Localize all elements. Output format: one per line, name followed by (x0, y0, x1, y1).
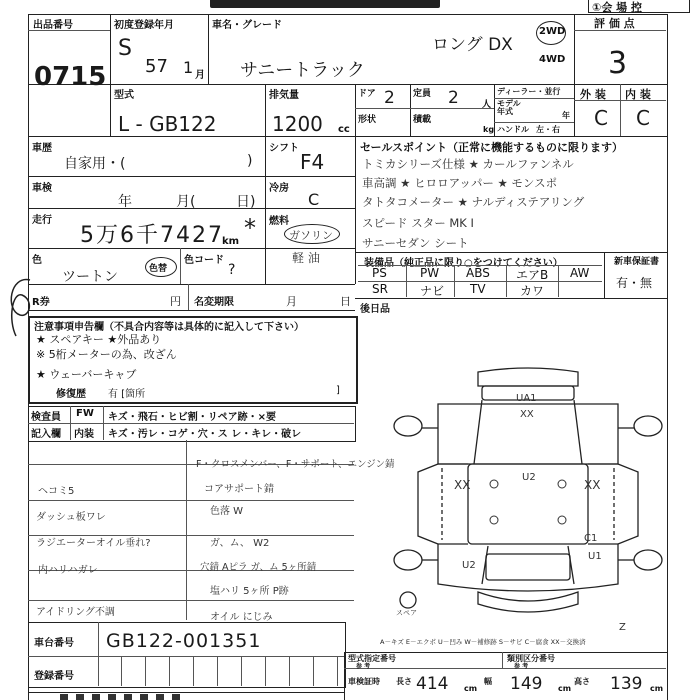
insp-right-3: 色落 W (210, 506, 244, 517)
equip-sr: SR (372, 282, 388, 296)
repair-value: 有 [箇所 (108, 389, 146, 400)
equip-leather: カワ (520, 284, 545, 298)
later-docs-label: 後日品 (360, 304, 390, 315)
repair-close: ] (336, 385, 340, 396)
height-value: 139 (610, 674, 643, 694)
inspector-inner: 内装 (74, 429, 94, 440)
ac-label: 冷房 (269, 183, 289, 194)
exterior-grade: C (594, 106, 608, 130)
insp-right-6: 塩ハリ 5ヶ所 P跡 (210, 586, 289, 597)
equip-abs: ABS (466, 266, 490, 280)
repair-label: 修復歴 (56, 389, 86, 400)
width-label: 幅 (484, 677, 492, 686)
registration-number-cells (98, 656, 344, 686)
vehicle-name: サニートラック (240, 60, 365, 81)
sales-point-1: トミカシリーズ仕様 ★ カールファンネル (362, 157, 574, 171)
diagram-z-mark: Z (619, 622, 626, 633)
dealer-label: ディーラー・並行 (497, 87, 561, 96)
history-value: 自家用・( (64, 156, 126, 172)
insp-right-1: F・クロスメンバー、F・サポート、エンジン錆 (196, 459, 395, 470)
diagram-mark-lower-left: U2 (462, 560, 476, 571)
category-ref: 参 考 (514, 663, 529, 670)
mileage-label: 走行 (32, 215, 52, 226)
registration-year: 57 (145, 56, 168, 77)
vehicle-grade: ロング DX (432, 35, 513, 55)
inspection-year: 年 (118, 194, 132, 210)
height-unit: cm (650, 684, 664, 693)
top-strip-logo (210, 0, 440, 8)
equip-pw: PW (420, 266, 440, 280)
diagram-mark-top: UA1 (516, 393, 537, 404)
cert-label: 車検証時 (348, 677, 380, 686)
equip-airbag: エアB (516, 268, 549, 282)
length-value: 414 (416, 674, 449, 694)
color-value: ツートン (62, 269, 118, 285)
mileage-value: 5万6千7427 (80, 223, 224, 248)
notes-line-3: ★ ウェーバーキャブ (36, 368, 137, 381)
inspector-label: 検査員 (31, 412, 61, 423)
displacement-unit: cc (338, 124, 350, 135)
notes-line-2: ※ 5桁メーターの為、改ざん (36, 348, 177, 361)
model-year-label: モデル年式 (497, 99, 521, 116)
inspection-label: 車検 (32, 183, 52, 194)
bottom-cut-marks (60, 694, 180, 700)
equipment-label: 装備品（純正品に限り○をつけてください） (364, 258, 563, 269)
registration-era: S (118, 36, 132, 61)
ac-value: C (308, 190, 320, 209)
sales-point-3: タトタコメーター ★ ナルディステアリング (362, 195, 585, 209)
first-registration-label: 初度登録年月 (114, 20, 174, 31)
door-value: 2 (384, 88, 395, 108)
new-warranty-label: 新車保証書 (614, 257, 660, 267)
entry-label: 記入欄 (31, 429, 61, 440)
registration-month: 1 (183, 58, 194, 77)
load-label: 積載 (413, 115, 432, 125)
equip-tv: TV (470, 282, 486, 296)
fuel-gas: ガソリン (289, 229, 333, 242)
model-label: 型式 (114, 90, 134, 101)
top-strip (0, 0, 700, 14)
sales-point-2: 車高調 ★ ヒロロアッパー ★ モンスポ (362, 176, 558, 190)
height-label: 高さ (574, 677, 590, 686)
fuel-label: 燃料 (269, 216, 289, 227)
displacement-label: 排気量 (269, 90, 299, 101)
color-code-value: ? (228, 262, 236, 278)
score-label: 評 価 点 (594, 17, 635, 30)
insp-left-1: ヘコミ5 (38, 486, 75, 497)
notes-label: 注意事項申告欄（不具合内容等は具体的に記入して下さい） (34, 322, 304, 333)
equip-navi: ナビ (420, 284, 445, 298)
shift-value: F4 (300, 150, 325, 174)
shape-label: 形状 (358, 115, 377, 125)
interior-label: 内 装 (625, 88, 651, 101)
mileage-unit: km (222, 236, 240, 247)
inspector-inner-text: キズ・汚レ・コゲ・穴・ス レ・キレ・破レ (108, 429, 302, 440)
category-label: 類別区分番号 (507, 654, 555, 663)
recycle-label: R券 (32, 297, 50, 308)
model-year-unit: 年 (562, 111, 570, 120)
warranty-value: 有・無 (616, 276, 653, 290)
diagram-mark-top-xx: XX (520, 409, 534, 420)
diagram-mark-left-xx: XX (454, 478, 471, 492)
sales-points-label: セールスポイント（正常に機能するものに限ります） (360, 141, 624, 154)
displacement-value: 1200 (272, 112, 323, 136)
registration-month-unit: 月 (195, 70, 205, 81)
capacity-label: 定員 (413, 89, 432, 99)
lot-number: 0715 (34, 62, 107, 92)
diagram-mark-lower-right-2: U1 (588, 551, 602, 562)
handle-value: 左・右 (536, 125, 560, 134)
insp-right-2: コアサポート錆 (204, 484, 274, 495)
vehicle-name-label: 車名・グレード (212, 20, 282, 31)
insp-left-5: アイドリング不調 (36, 607, 115, 618)
exterior-label: 外 装 (580, 88, 606, 101)
equip-aw: AW (570, 266, 590, 280)
capacity-value: 2 (448, 88, 459, 108)
diagram-mark-center: U2 (522, 472, 536, 483)
door-label: ドア (358, 89, 376, 99)
drive-4wd: 4WD (539, 54, 566, 65)
model-code: L - GB122 (118, 112, 217, 136)
width-value: 149 (510, 674, 543, 694)
type-designation-label: 型式指定番号 (348, 654, 396, 663)
color-label: 色 (32, 255, 42, 266)
insp-left-2: ダッシュ板ワレ (36, 512, 106, 523)
insp-right-4: ガ、ム、 W2 (210, 538, 270, 549)
sales-point-4: スピード スター MK I (362, 216, 474, 230)
sales-point-5: サニーセダン シート (362, 236, 469, 250)
color-code-label: 色コード (184, 255, 224, 266)
deadline-month: 月 (286, 295, 297, 308)
notes-line-1: ★ スペアキー ★外品あり (36, 333, 162, 346)
equipment-grid (358, 265, 602, 297)
drive-2wd: 2WD (539, 26, 566, 37)
type-designation-ref: 参 考 (356, 663, 371, 670)
insp-right-5: 穴錆 Aピラ ガ、ム 5ヶ所錆 (200, 562, 317, 573)
inspection-month: 月( (176, 194, 196, 210)
insp-left-4: 内ハリハガレ (38, 565, 98, 576)
diagram-mark-lower-right: C1 (584, 533, 598, 544)
width-unit: cm (558, 684, 572, 693)
recycle-unit: 円 (170, 295, 181, 308)
damage-legend: A－キズ E－エクボ U－凹み W－補修跡 S－サビ C－腐食 XX－交換済 (380, 638, 586, 646)
registration-number-label: 登録番号 (34, 671, 74, 682)
equip-ps: PS (372, 266, 387, 280)
deadline-label: 名変期限 (194, 297, 234, 308)
history-close: ) (247, 153, 253, 169)
shift-label: シフト (269, 143, 299, 154)
insp-left-3: ラジエーターオイル垂れ? (36, 538, 151, 549)
chassis-label: 車台番号 (34, 638, 74, 649)
diagram-spare-label: スペア (396, 609, 417, 617)
color-change-label: 色替 (149, 264, 168, 274)
inspector-fw: FW (76, 408, 94, 419)
chassis-value: GB122-001351 (106, 630, 262, 652)
interior-grade: C (636, 106, 650, 130)
length-label: 長さ (396, 677, 412, 686)
load-unit: kg (483, 125, 495, 134)
fuel-diesel: 軽 油 (292, 251, 320, 265)
length-unit: cm (464, 684, 478, 693)
score-value: 3 (608, 46, 628, 81)
inspector-fw-text: キズ・飛石・ヒビ割・リペア跡・×要 (108, 412, 276, 423)
deadline-day: 日 (340, 295, 351, 308)
top-strip-text: ①会 場 控 (592, 1, 642, 14)
handle-label: ハンドル (497, 125, 529, 134)
insp-right-7: オイル にじみ (210, 612, 273, 623)
mileage-mark: * (244, 214, 256, 242)
lot-label: 出品番号 (33, 20, 73, 31)
diagram-mark-right-xx: XX (584, 478, 601, 492)
inspection-day: 日) (236, 194, 256, 210)
capacity-unit: 人 (482, 100, 492, 110)
history-label: 車歴 (32, 143, 52, 154)
